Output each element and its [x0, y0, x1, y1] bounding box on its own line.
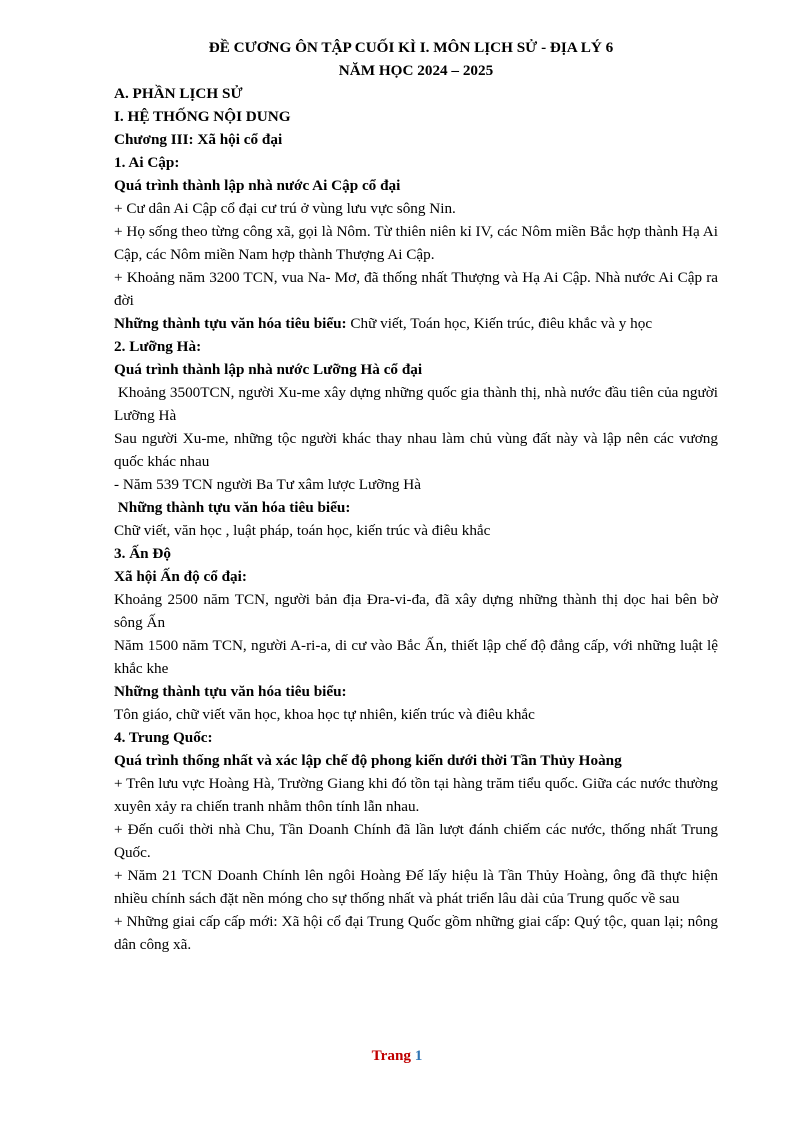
- achievements-line: [114, 312, 718, 335]
- paragraph: - Năm 539 TCN người Ba Tư xâm lược Lưỡng Hà: [114, 476, 422, 493]
- topic-heading-mesopotamia: 2. Lưỡng Hà:: [114, 338, 202, 355]
- topic-heading-india: 3. Ấn Độ: [114, 545, 171, 562]
- paragraph: + Đến cuối thời nhà Chu, Tần Doanh Chính đã lần lượt đánh chiếm các nước, thống nhất Trung Quốc.: [114, 821, 718, 861]
- subheading: Quá trình thống nhất và xác lập chế độ phong kiến dưới thời Tần Thủy Hoàng: [114, 752, 622, 769]
- chapter-heading: Chương III: Xã hội cổ đại: [114, 131, 283, 148]
- section-heading: I. HỆ THỐNG NỘI DUNG: [114, 108, 291, 125]
- topic-heading-egypt: 1. Ai Cập:: [114, 154, 180, 171]
- achievements-text: Tôn giáo, chữ viết văn học, khoa học tự nhiên, kiến trúc và điêu khắc: [114, 706, 535, 723]
- paragraph: + Họ sống theo từng công xã, gọi là Nôm. Từ thiên niên kỉ IV, các Nôm miền Bắc hợp thành Hạ Ai Cập, các Nôm miền Nam hợp thành Thượng Ai Cập.: [114, 223, 718, 263]
- paragraph: Sau người Xu-me, những tộc người khác thay nhau làm chủ vùng đất này và lập nên các vương quốc khác nhau: [114, 430, 718, 470]
- page-number: 1: [414, 1047, 423, 1064]
- paragraph: + Những giai cấp cấp mới: Xã hội cổ đại Trung Quốc gồm những giai cấp: Quý tộc, quan lại; nông dân công xã.: [114, 913, 718, 953]
- achievements-label: Những thành tựu văn hóa tiêu biểu:: [114, 683, 347, 700]
- subheading: Xã hội Ấn độ cổ đại:: [114, 568, 247, 585]
- achievements-text: Chữ viết, Toán học, Kiến trúc, điêu khắc và y học: [346, 315, 653, 332]
- document-page: [114, 36, 722, 956]
- topic-heading-china: 4. Trung Quốc:: [114, 729, 213, 746]
- paragraph: Khoảng 2500 năm TCN, người bản địa Đra-vi-đa, đã xây dựng những thành thị dọc hai bên bờ sông Ấn: [114, 591, 718, 631]
- document-title: ĐỀ CƯƠNG ÔN TẬP CUỐI KÌ I. MÔN LỊCH SỬ - ĐỊA LÝ 6: [208, 39, 614, 56]
- subheading: Quá trình thành lập nhà nước Lưỡng Hà cổ đại: [114, 361, 423, 378]
- subheading: Quá trình thành lập nhà nước Ai Cập cổ đại: [114, 177, 401, 194]
- paragraph: + Cư dân Ai Cập cổ đại cư trú ở vùng lưu vực sông Nin.: [114, 200, 456, 217]
- achievements-text: Chữ viết, văn học , luật pháp, toán học, kiến trúc và điêu khắc: [114, 522, 491, 539]
- achievements-label: Những thành tựu văn hóa tiêu biểu:: [114, 315, 347, 332]
- paragraph: Khoảng 3500TCN, người Xu-me xây dựng những quốc gia thành thị, nhà nước đầu tiên của người Lưỡng Hà: [114, 384, 722, 424]
- page-footer: [0, 1047, 794, 1065]
- achievements-label: Những thành tựu văn hóa tiêu biểu:: [114, 499, 351, 516]
- paragraph: + Trên lưu vực Hoàng Hà, Trường Giang khi đó tồn tại hàng trăm tiểu quốc. Giữa các nước thường xuyên xảy ra chiến tranh nhằm thôn tính lẫn nhau.: [114, 775, 718, 815]
- page-label: Trang: [371, 1047, 415, 1064]
- school-year: NĂM HỌC 2024 – 2025: [338, 62, 494, 79]
- paragraph: + Năm 21 TCN Doanh Chính lên ngôi Hoàng Đế lấy hiệu là Tần Thủy Hoàng, ông đã thực hiện nhiều chính sách đặt nền móng cho sự thống nhất và phát triển lâu dài của Trung quốc về sau: [114, 867, 718, 907]
- paragraph: Năm 1500 năm TCN, người A-ri-a, di cư vào Bắc Ấn, thiết lập chế độ đẳng cấp, với những luật lệ khắc khe: [114, 637, 718, 677]
- section-heading: A. PHẦN LỊCH SỬ: [114, 85, 243, 102]
- paragraph: + Khoảng năm 3200 TCN, vua Na- Mơ, đã thống nhất Thượng và Hạ Ai Cập. Nhà nước Ai Cập ra đời: [114, 269, 718, 309]
